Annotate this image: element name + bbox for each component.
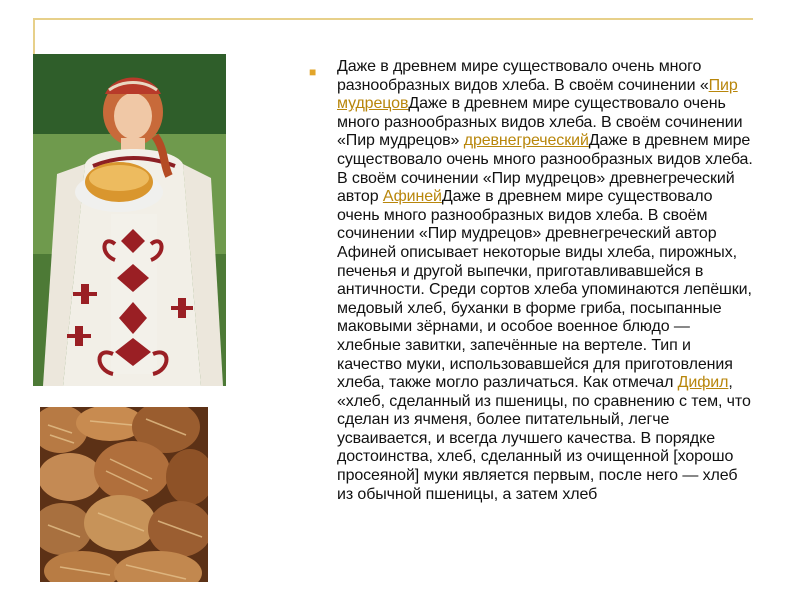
slide-frame-left-line: [33, 18, 35, 58]
paragraph-text: Даже в древнем мире существовало очень много разнообразных видов хлеба. В своём сочинении «: [337, 58, 709, 94]
link-afiney[interactable]: Афиней: [382, 188, 442, 206]
slide-frame-top-line: [33, 18, 753, 20]
paragraph-text: Даже в древнем мире существовало очень много разнообразных видов хлеба. В своём сочинении «Пир мудрецов»: [337, 95, 743, 150]
link-difil[interactable]: Дифил: [677, 374, 729, 392]
main-paragraph: [337, 58, 755, 504]
paragraph-text: Даже в древнем мире существовало очень много разнообразных видов хлеба. В своём сочинении «Пир мудрецов» древнегреческий автор: [337, 132, 753, 206]
bread-loaves-illustration: [40, 407, 208, 582]
woman-with-bread-illustration: [33, 54, 226, 386]
paragraph-text: , «хлеб, сделанный из пшеницы, по сравнению с тем, что сделан из ячменя, более питательный, легче усваивается, и всегда лучшего качества. В порядке достоинства, хлеб, сделанный из очищенной [хорошо просеяной] муки является первым, после него — хлеб из обычной пшеницы, а затем хлеб: [337, 374, 751, 503]
link-drevnegrecheskiy[interactable]: древнегреческий: [463, 132, 589, 150]
paragraph-text: Даже в древнем мире существовало очень много разнообразных видов хлеба. В своём сочинении «Пир мудрецов» древнегреческий автор Афиней описывает некоторые виды хлеба, пирожных, печенья и другой выпечки, приготавливавшейся в античности. Среди сортов хлеба упоминаются лепёшки, медовый хлеб, буханки в форме гриба, посыпанные маковыми зёрнами, и особое военное блюдо — хлебные завитки, запечённые на вертеле. Тип и качество муки, использовавшейся для приготовления хлеба, также могло различаться. Как отмечал: [337, 188, 752, 392]
link-pir-mudretsov[interactable]: Пир мудрецов: [337, 76, 738, 113]
woman-with-bread-photo: [33, 54, 226, 386]
bullet-icon: ■: [309, 65, 317, 79]
bread-loaves-photo: [40, 407, 208, 582]
